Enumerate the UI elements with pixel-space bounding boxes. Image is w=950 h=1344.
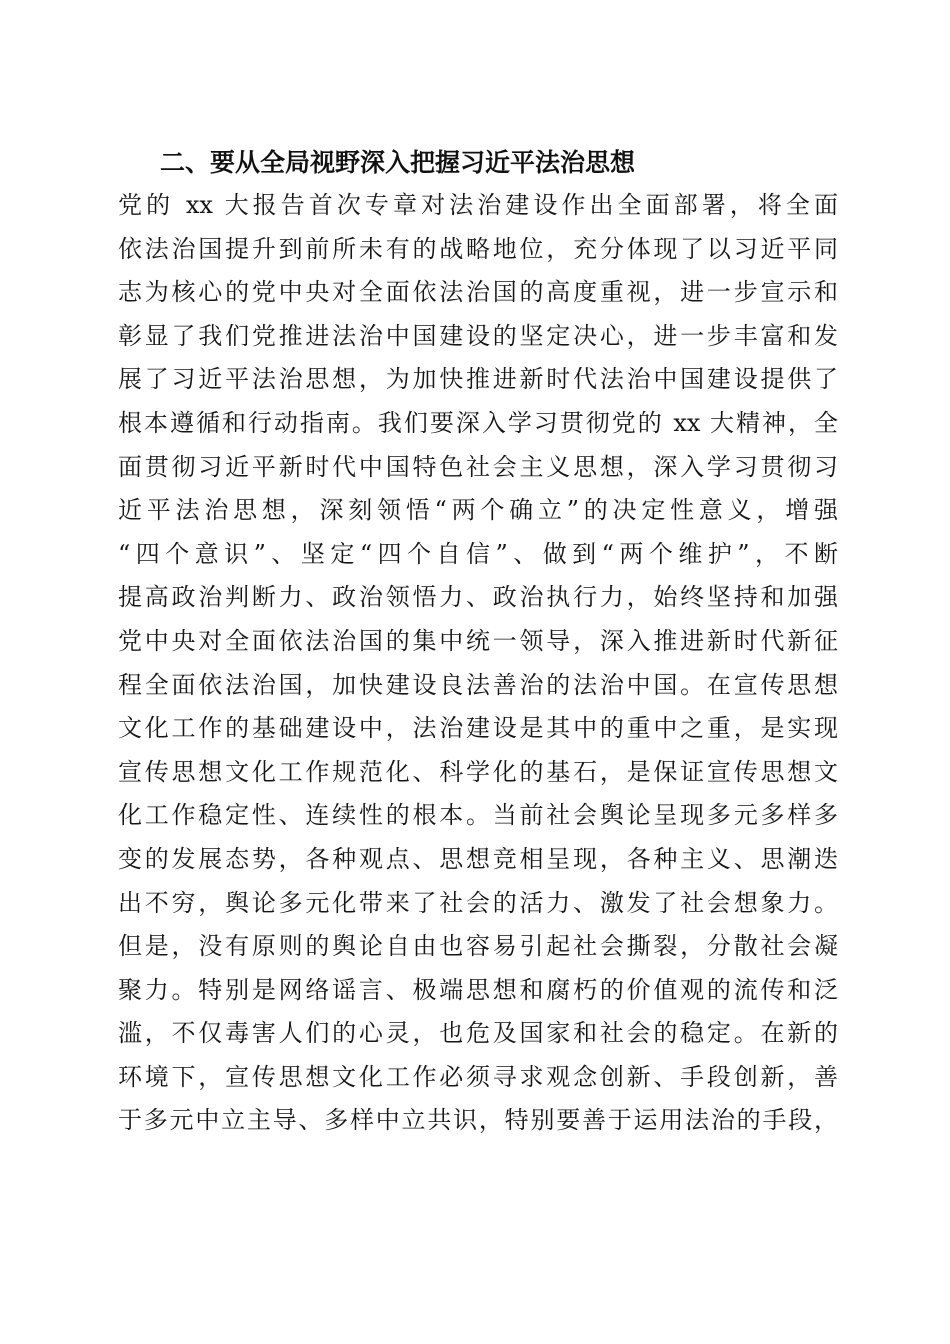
- paragraph-line: 志为核心的党中央对全面依法治国的高度重视，进一步宣示和: [118, 278, 838, 307]
- paragraph-line: 宣传思想文化工作规范化、科学化的基石，是保证宣传思想文: [118, 757, 838, 786]
- paragraph-line: 党中央对全面依法治国的集中统一领导，深入推进新时代新征: [118, 626, 838, 655]
- paragraph-line: 滥，不仅毒害人们的心灵，也危及国家和社会的稳定。在新的: [118, 1019, 838, 1048]
- paragraph-line: 变的发展态势，各种观点、思想竞相呈现，各种主义、思潮迭: [118, 844, 838, 873]
- paragraph-line: 彰显了我们党推进法治中国建设的坚定决心，进一步丰富和发: [118, 321, 838, 350]
- paragraph-line: 聚力。特别是网络谣言、极端思想和腐朽的价值观的流传和泛: [118, 975, 838, 1004]
- paragraph-line: 近平法治思想，深刻领悟“两个确立”的决定性意义，增强: [118, 496, 838, 525]
- paragraph-line: 程全面依法治国，加快建设良法善治的法治中国。在宣传思想: [118, 670, 838, 699]
- paragraph-line: 提高政治判断力、政治领悟力、政治执行力，始终坚持和加强: [118, 583, 838, 612]
- paragraph-line: 环境下，宣传思想文化工作必须寻求观念创新、手段创新，善: [118, 1062, 838, 1091]
- paragraph-line: 依法治国提升到前所未有的战略地位，充分体现了以习近平同: [118, 234, 838, 263]
- paragraph-line: 于多元中立主导、多样中立共识，特别要善于运用法治的手段，: [118, 1106, 838, 1135]
- paragraph-line: 党的 xx 大报告首次专章对法治建设作出全面部署，将全面: [118, 191, 838, 219]
- paragraph-line: 面贯彻习近平新时代中国特色社会主义思想，深入学习贯彻习: [118, 452, 838, 481]
- paragraph-line: 化工作稳定性、连续性的根本。当前社会舆论呈现多元多样多: [118, 801, 838, 830]
- paragraph-line: 根本遵循和行动指南。我们要深入学习贯彻党的 xx 大精神，全: [118, 408, 838, 437]
- paragraph-line: 展了习近平法治思想，为加快推进新时代法治中国建设提供了: [118, 365, 838, 394]
- paragraph-line: “四个意识”、坚定“四个自信”、做到“两个维护”，不断: [118, 539, 838, 568]
- paragraph-line: 但是，没有原则的舆论自由也容易引起社会撕裂，分散社会凝: [118, 932, 838, 961]
- paragraph-line: 文化工作的基础建设中，法治建设是其中的重中之重，是实现: [118, 714, 838, 743]
- paragraph-line: 出不穷，舆论多元化带来了社会的活力、激发了社会想象力。: [118, 888, 838, 917]
- body-paragraph: [118, 184, 838, 1143]
- section-heading: 二、要从全局视野深入把握习近平法治思想: [160, 148, 636, 177]
